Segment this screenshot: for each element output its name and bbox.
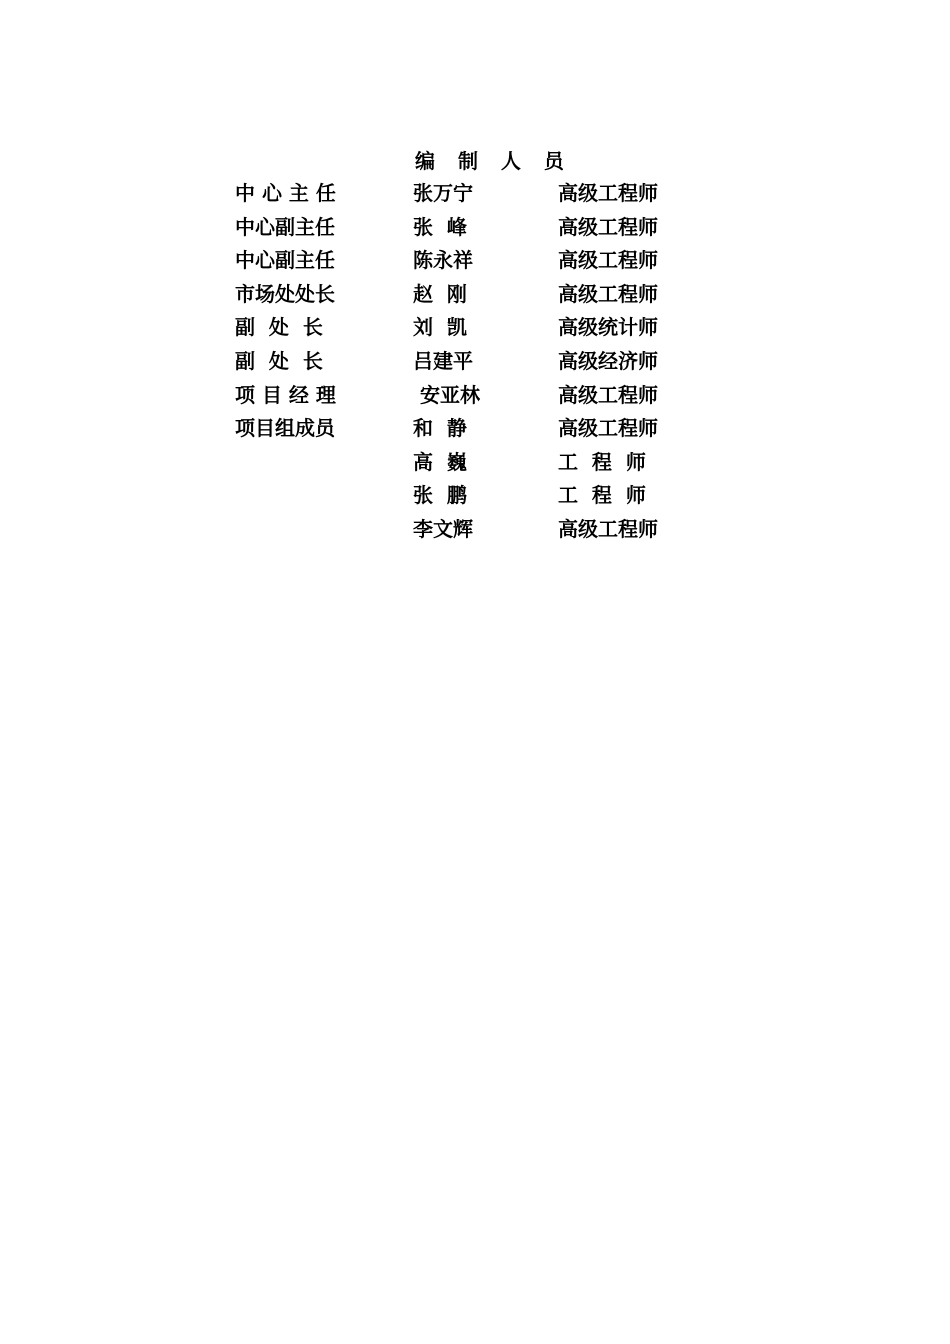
staff-name: 和 静 <box>413 416 467 441</box>
staff-rank: 高级工程师 <box>558 181 658 205</box>
staff-list <box>0 176 950 546</box>
staff-name: 吕建平 <box>413 348 473 373</box>
staff-position: 副 处 长 <box>235 315 323 340</box>
staff-position: 项目组成员 <box>235 416 335 441</box>
staff-rank: 高级工程师 <box>558 382 658 407</box>
staff-name: 高 巍 <box>413 449 467 474</box>
page-title: 编 制 人 员 <box>415 149 572 173</box>
staff-position: 中心副主任 <box>235 248 335 273</box>
staff-position: 市场处处长 <box>235 281 335 306</box>
staff-rank: 高级工程师 <box>558 516 658 541</box>
staff-rank: 高级工程师 <box>558 214 658 239</box>
staff-name: 陈永祥 <box>413 248 473 273</box>
staff-name: 安亚林 <box>413 382 480 407</box>
staff-row <box>0 210 950 244</box>
staff-rank: 工 程 师 <box>558 449 646 474</box>
staff-row <box>0 310 950 344</box>
staff-rank: 高级经济师 <box>558 348 658 373</box>
staff-position: 项 目 经 理 <box>235 382 336 407</box>
staff-position: 副 处 长 <box>235 348 323 373</box>
staff-name: 张 峰 <box>413 214 467 239</box>
staff-name: 张 鹏 <box>413 483 467 508</box>
staff-row <box>0 243 950 277</box>
staff-name: 赵 刚 <box>413 281 467 306</box>
staff-name: 刘 凯 <box>413 315 467 340</box>
staff-rank: 高级工程师 <box>558 416 658 441</box>
staff-position: 中心副主任 <box>235 214 335 239</box>
staff-row <box>0 445 950 479</box>
staff-row <box>0 176 950 210</box>
staff-position: 中 心 主 任 <box>235 181 336 205</box>
staff-row <box>0 478 950 512</box>
staff-name: 李文辉 <box>413 516 473 541</box>
staff-rank: 高级工程师 <box>558 281 658 306</box>
staff-row <box>0 277 950 311</box>
staff-rank: 高级统计师 <box>558 315 658 340</box>
staff-row <box>0 512 950 546</box>
staff-row <box>0 411 950 445</box>
staff-name: 张万宁 <box>413 181 473 205</box>
staff-row <box>0 378 950 412</box>
staff-rank: 高级工程师 <box>558 248 658 273</box>
staff-row <box>0 344 950 378</box>
staff-rank: 工 程 师 <box>558 483 646 508</box>
